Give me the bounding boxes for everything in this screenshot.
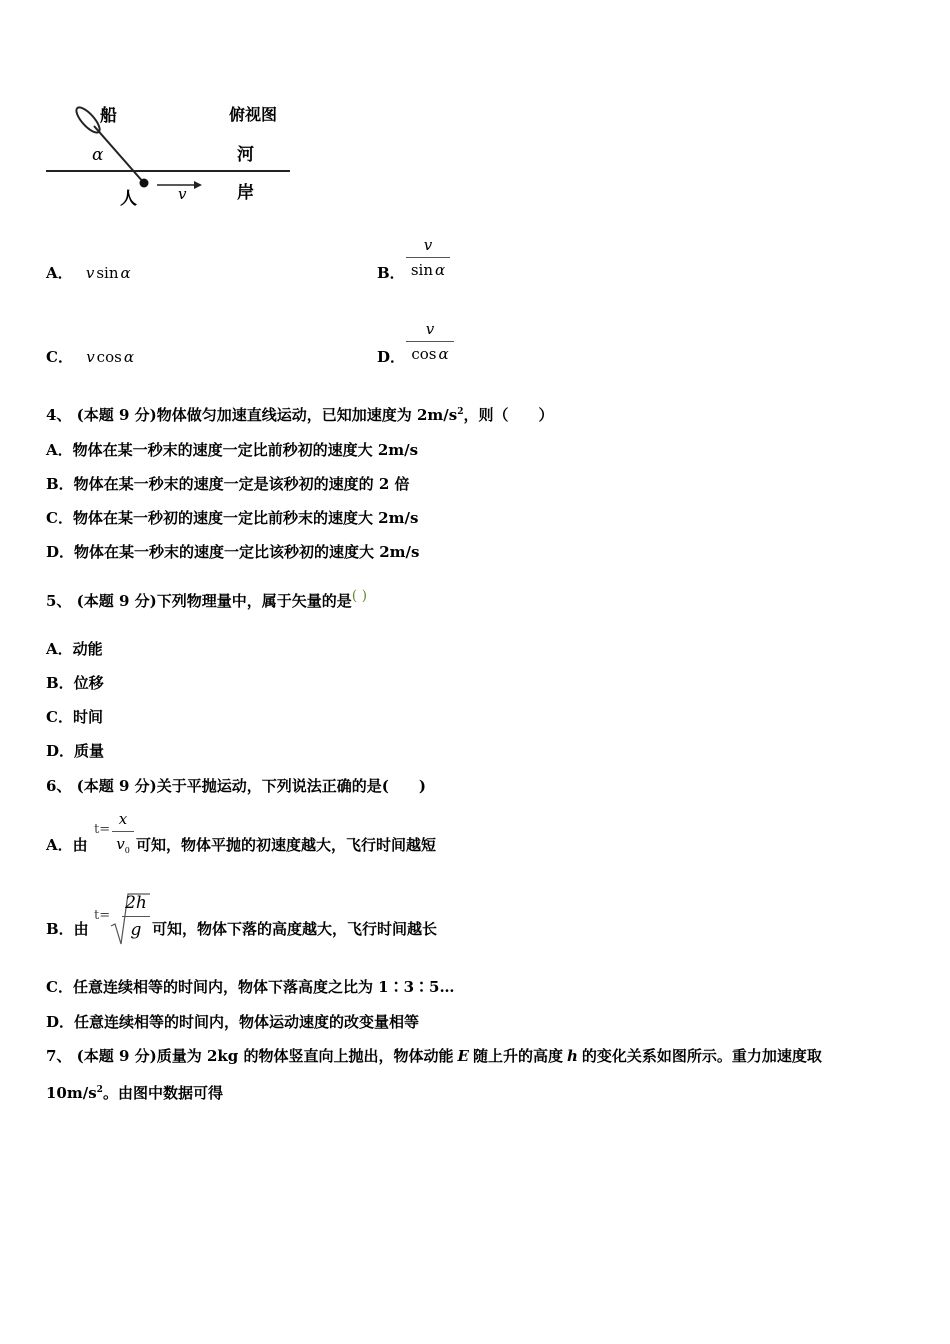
var-alpha: α	[120, 264, 131, 282]
q6-option-b[interactable]	[46, 918, 89, 939]
figure-label-river: 河	[237, 145, 254, 165]
q6-b-fraction	[122, 893, 150, 940]
fn-sin: sin	[410, 261, 433, 279]
q5-option-d[interactable]: D．质量	[46, 742, 105, 760]
q6-b-suffix: 可知，物体下落的高度越大，飞行时间越长	[152, 920, 438, 938]
var-alpha: α	[438, 345, 449, 363]
q4-stem	[46, 404, 553, 425]
q5-stem-text: 5、 (本题 9 分)下列物理量中，属于矢量的是	[46, 592, 352, 610]
numerator: 2h	[125, 893, 147, 913]
numerator: v	[423, 236, 433, 254]
q4-stem-tail: ，则（ ）	[463, 406, 554, 424]
q5-stem	[46, 590, 367, 611]
q3-option-d[interactable]	[377, 346, 405, 367]
q3-option-a[interactable]	[46, 262, 131, 283]
q5-option-c[interactable]: C．时间	[46, 708, 103, 726]
q6-b-prefix: B．由	[46, 920, 89, 938]
q5-answer-paren: ( )	[351, 588, 368, 604]
q7-text-3: 的变化关系如图所示。重力加速度取	[581, 1047, 822, 1065]
figure-label-person: 人	[120, 189, 137, 209]
q7-text-4: 10m/s	[46, 1084, 97, 1102]
fn-sin: sin	[96, 264, 119, 282]
q7-var-h: h	[566, 1047, 578, 1065]
q3-d-fraction	[406, 320, 454, 363]
q4-option-d[interactable]: D．物体在某一秒末的速度一定比该秒初的速度大 2m/s	[46, 543, 420, 561]
q7-stem-line1	[46, 1045, 822, 1066]
var-alpha: α	[435, 261, 446, 279]
q6-option-c[interactable]: C．任意连续相等的时间内，物体下落高度之比为 1∶3∶5…	[46, 978, 455, 996]
q6-option-d[interactable]: D．任意连续相等的时间内，物体运动速度的改变量相等	[46, 1013, 420, 1031]
var-alpha: α	[123, 348, 134, 366]
q4-option-b[interactable]: B．物体在某一秒末的速度一定是该秒初的速度的 2 倍	[46, 475, 410, 493]
option-letter: C．	[46, 348, 73, 366]
q7-text-2: 随上升的高度	[472, 1047, 563, 1065]
denominator	[112, 835, 134, 855]
numerator: x	[118, 810, 128, 828]
option-letter: B．	[377, 264, 405, 282]
q6-a-t: t=	[94, 822, 111, 837]
q6-a-suffix: 可知，物体平抛的初速度越大，飞行时间越短	[136, 836, 437, 854]
q4-stem-sup: 2	[457, 407, 464, 417]
option-letter: A．	[46, 264, 73, 282]
figure-label-bank: 岸	[237, 183, 254, 203]
q3-option-b[interactable]	[377, 262, 405, 283]
numerator: v	[425, 320, 435, 338]
q6-a-fraction	[112, 810, 134, 855]
q6-option-a[interactable]	[46, 834, 88, 855]
q4-option-c[interactable]: C．物体在某一秒初的速度一定比前秒末的速度大 2m/s	[46, 509, 419, 527]
figure-label-alpha: α	[92, 145, 104, 165]
q3-b-fraction	[406, 236, 450, 279]
subscript: 0	[124, 846, 130, 855]
q7-text-1: 7、 (本题 9 分)质量为 2kg 的物体竖直向上抛出，物体动能	[46, 1047, 454, 1065]
q5-option-b[interactable]: B．位移	[46, 674, 104, 692]
q4-option-a[interactable]: A．物体在某一秒末的速度一定比前秒初的速度大 2m/s	[46, 441, 419, 459]
q6-stem: 6、 (本题 9 分)关于平抛运动，下列说法正确的是( )	[46, 777, 426, 795]
denominator	[406, 345, 454, 363]
figure-label-view: 俯视图	[229, 105, 278, 124]
q3-option-c[interactable]	[46, 346, 134, 367]
q7-sup: 2	[96, 1085, 103, 1095]
q5-option-a[interactable]: A．动能	[46, 640, 103, 658]
option-letter: D．	[377, 348, 406, 366]
q7-var-e: E	[457, 1047, 469, 1065]
fn-cos: cos	[96, 348, 122, 366]
denominator	[406, 261, 450, 279]
q7-stem-line2	[46, 1082, 223, 1103]
q6-b-t: t=	[94, 908, 111, 923]
q6-a-prefix: A．由	[46, 836, 88, 854]
denominator: g	[130, 920, 142, 940]
fn-cos: cos	[411, 345, 437, 363]
var-v: v	[85, 264, 95, 282]
figure-label-boat: 船	[100, 106, 117, 126]
var-v: v	[116, 835, 125, 853]
q4-stem-text: 4、 (本题 9 分)物体做匀加速直线运动，已知加速度为 2m/s	[46, 406, 458, 424]
var-v: v	[86, 348, 95, 366]
q7-text-5: 。由图中数据可得	[102, 1084, 223, 1102]
figure-label-v: v	[178, 185, 187, 203]
